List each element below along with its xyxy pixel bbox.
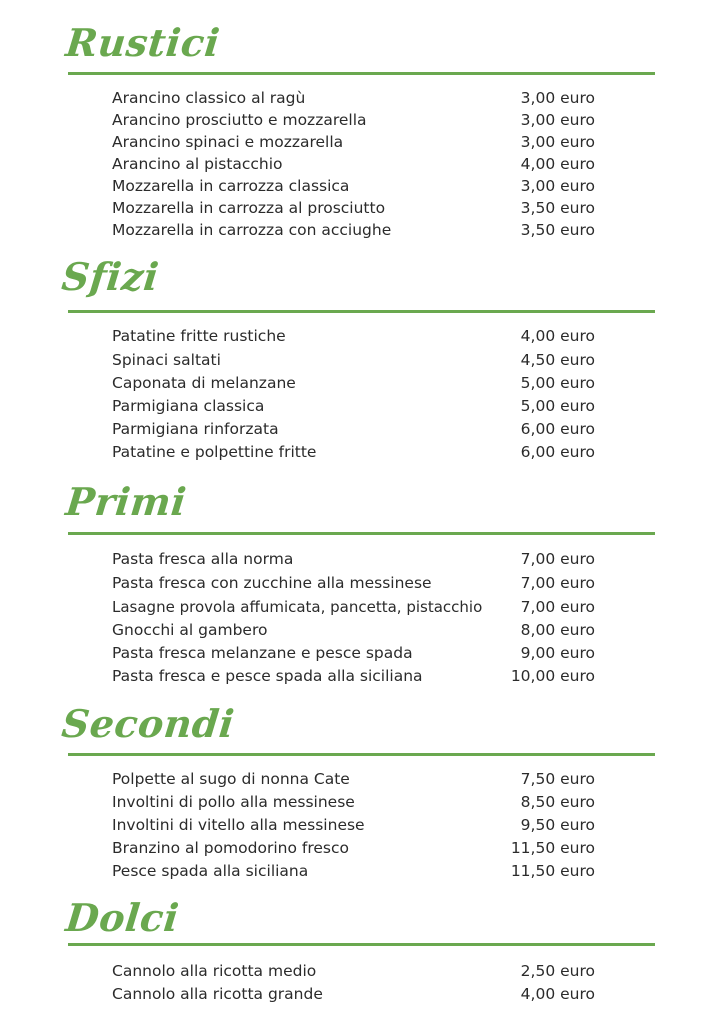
- menu-item: [0, 983, 725, 1005]
- menu-item: [0, 960, 725, 982]
- item-price: 6,00 euro: [520, 420, 595, 438]
- menu-item: [0, 109, 725, 131]
- item-price: 4,00 euro: [520, 985, 595, 1003]
- section-divider: [68, 532, 655, 535]
- item-name: Patatine fritte rustiche: [112, 327, 286, 345]
- section-divider: [68, 943, 655, 946]
- menu-item: [0, 395, 725, 417]
- section-divider: [68, 310, 655, 313]
- item-price: 11,50 euro: [510, 862, 595, 880]
- menu-item: [0, 219, 725, 241]
- item-price: 11,50 euro: [510, 839, 595, 857]
- menu-item: [0, 665, 725, 687]
- section-divider: [68, 72, 655, 75]
- item-name: Lasagne provola affumicata, pancetta, pistacchio: [112, 598, 483, 616]
- item-name: Mozzarella in carrozza con acciughe: [112, 221, 392, 239]
- item-name: Parmigiana rinforzata: [112, 420, 279, 438]
- item-name: Caponata di melanzane: [112, 374, 296, 392]
- item-price: 4,00 euro: [520, 327, 595, 345]
- item-price: 7,00 euro: [520, 550, 595, 568]
- item-price: 10,00 euro: [510, 667, 595, 685]
- menu-item: [0, 372, 725, 394]
- menu-item: [0, 197, 725, 219]
- menu-item: [0, 131, 725, 153]
- item-price: 3,00 euro: [520, 133, 595, 151]
- item-name: Arancino spinaci e mozzarella: [112, 133, 344, 151]
- menu-item: [0, 642, 725, 664]
- item-name: Spinaci saltati: [112, 351, 221, 369]
- item-name: Cannolo alla ricotta grande: [112, 985, 323, 1003]
- menu-item: [0, 548, 725, 570]
- item-name: Arancino prosciutto e mozzarella: [112, 111, 367, 129]
- item-price: 7,50 euro: [520, 770, 595, 788]
- item-name: Pasta fresca alla norma: [112, 550, 294, 568]
- menu-item: [0, 814, 725, 836]
- item-price: 6,00 euro: [520, 443, 595, 461]
- menu-item: [0, 572, 725, 594]
- item-name: Gnocchi al gambero: [112, 621, 268, 639]
- item-price: 8,00 euro: [520, 621, 595, 639]
- item-name: Patatine e polpettine fritte: [112, 443, 317, 461]
- item-price: 2,50 euro: [520, 962, 595, 980]
- section-title: Sfizi: [59, 254, 162, 299]
- item-name: Involtini di pollo alla messinese: [112, 793, 355, 811]
- item-price: 8,50 euro: [520, 793, 595, 811]
- menu-item: [0, 325, 725, 347]
- item-name: Mozzarella in carrozza classica: [112, 177, 350, 195]
- item-price: 7,00 euro: [520, 598, 595, 616]
- menu-item: [0, 153, 725, 175]
- item-name: Pesce spada alla siciliana: [112, 862, 309, 880]
- item-price: 9,50 euro: [520, 816, 595, 834]
- item-name: Pasta fresca melanzane e pesce spada: [112, 644, 413, 662]
- item-price: 5,00 euro: [520, 374, 595, 392]
- menu-item: [0, 418, 725, 440]
- section-title: Secondi: [59, 701, 237, 746]
- item-price: 9,00 euro: [520, 644, 595, 662]
- item-price: 3,00 euro: [520, 89, 595, 107]
- menu-item: [0, 596, 725, 618]
- section-title: Dolci: [63, 895, 182, 940]
- item-name: Pasta fresca con zucchine alla messinese: [112, 574, 432, 592]
- item-name: Mozzarella in carrozza al prosciutto: [112, 199, 386, 217]
- item-name: Polpette al sugo di nonna Cate: [112, 770, 350, 788]
- item-name: Involtini di vitello alla messinese: [112, 816, 365, 834]
- item-name: Arancino al pistacchio: [112, 155, 283, 173]
- item-price: 4,50 euro: [520, 351, 595, 369]
- item-price: 5,00 euro: [520, 397, 595, 415]
- menu-item: [0, 768, 725, 790]
- item-price: 3,50 euro: [520, 199, 595, 217]
- item-name: Parmigiana classica: [112, 397, 265, 415]
- section-title: Primi: [63, 479, 189, 524]
- menu-item: [0, 175, 725, 197]
- menu-item: [0, 791, 725, 813]
- section-divider: [68, 753, 655, 756]
- menu-item: [0, 441, 725, 463]
- section-title: Rustici: [63, 20, 223, 65]
- menu-item: [0, 619, 725, 641]
- menu-item: [0, 837, 725, 859]
- menu-item: [0, 87, 725, 109]
- item-price: 4,00 euro: [520, 155, 595, 173]
- item-price: 7,00 euro: [520, 574, 595, 592]
- menu-item: [0, 860, 725, 882]
- item-name: Pasta fresca e pesce spada alla siciliana: [112, 667, 423, 685]
- item-price: 3,00 euro: [520, 177, 595, 195]
- item-name: Arancino classico al ragù: [112, 89, 306, 107]
- item-name: Branzino al pomodorino fresco: [112, 839, 349, 857]
- item-price: 3,00 euro: [520, 111, 595, 129]
- menu-item: [0, 349, 725, 371]
- item-price: 3,50 euro: [520, 221, 595, 239]
- item-name: Cannolo alla ricotta medio: [112, 962, 317, 980]
